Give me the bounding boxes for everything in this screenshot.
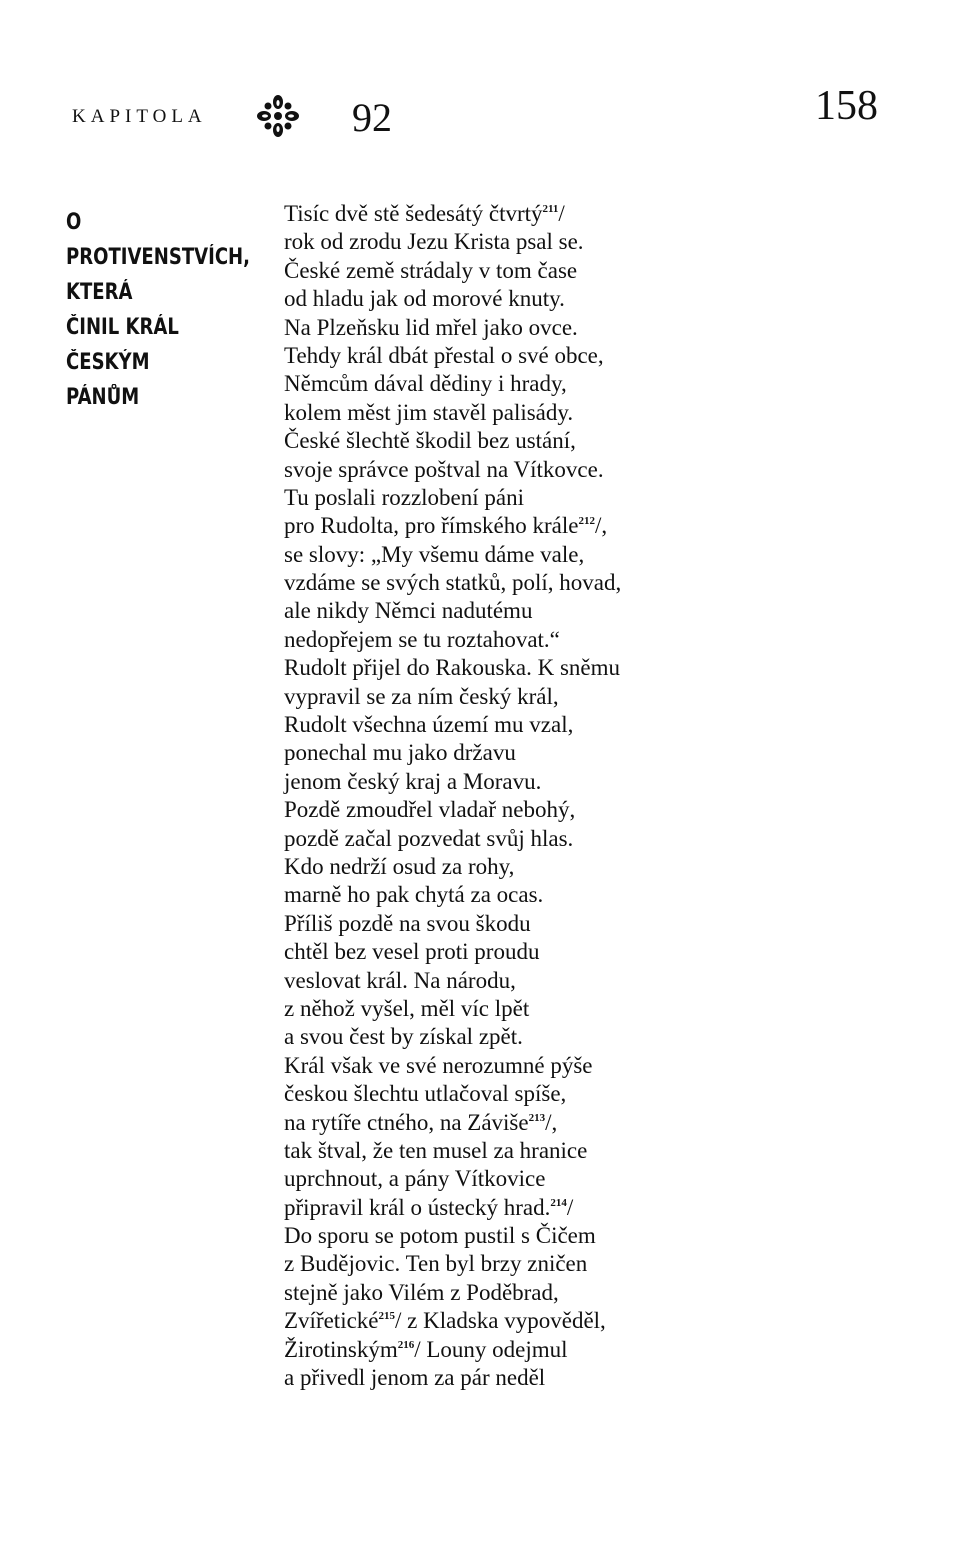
poem-line xyxy=(284,1194,704,1222)
poem-line-text: chtěl bez vesel proti proudu xyxy=(284,939,540,965)
poem-line xyxy=(284,768,704,796)
poem-line-text: stejně jako Vilém z Poděbrad, xyxy=(284,1279,559,1305)
footnote-marker: 216 xyxy=(397,1338,415,1351)
footnote-marker: 212 xyxy=(578,515,595,528)
poem-line xyxy=(284,399,704,427)
poem-line xyxy=(284,853,704,881)
poem-text xyxy=(284,200,704,1392)
poem-line-text: z Budějovic. Ten byl brzy zničen xyxy=(284,1251,588,1277)
poem-line xyxy=(284,200,704,228)
poem-line xyxy=(284,1336,704,1364)
poem-line-text: marně ho pak chytá za ocas. xyxy=(284,882,544,908)
chapter-title xyxy=(66,205,276,415)
poem-line-text: Kdo nedrží osud za rohy, xyxy=(284,853,515,879)
poem-line-text: tak štval, že ten musel za hranice xyxy=(284,1137,588,1163)
poem-line xyxy=(284,597,704,625)
footnote-marker: 211 xyxy=(542,203,559,215)
page-number: 158 xyxy=(815,83,878,129)
poem-line-text: veslovat král. Na národu, xyxy=(284,967,516,993)
chapter-number: 92 xyxy=(352,95,392,140)
chapter-label: KAPITOLA xyxy=(72,106,207,127)
poem-line-text: Zvířetické xyxy=(284,1308,379,1334)
poem-line xyxy=(284,541,704,569)
poem-line-text: vypravil se za ním český král, xyxy=(284,683,559,709)
poem-line xyxy=(284,825,704,853)
footnote-marker: 214 xyxy=(550,1196,567,1209)
poem-line xyxy=(284,995,704,1023)
poem-line-tail: /, xyxy=(594,513,608,539)
poem-line xyxy=(284,1279,704,1307)
poem-line xyxy=(284,938,704,966)
poem-line xyxy=(284,569,704,597)
poem-line-text: Tisíc dvě stě šedesátý čtvrtý xyxy=(284,201,543,226)
title-line: ČINIL KRÁL xyxy=(66,315,179,340)
poem-line-text: ponechal mu jako državu xyxy=(284,740,516,766)
poem-line-text: pozdě začal pozvedat svůj hlas. xyxy=(284,825,574,851)
poem-line xyxy=(284,456,704,484)
poem-line-tail: / Louny odejmul xyxy=(414,1336,568,1362)
poem-line-text: kolem měst jim stavěl palisády. xyxy=(284,399,574,425)
poem-line-text: a přivedl jenom za pár neděl xyxy=(284,1365,546,1391)
poem-line xyxy=(284,512,704,540)
poem-line-tail: / xyxy=(558,201,565,226)
footnote-marker: 213 xyxy=(528,1111,546,1124)
poem-line xyxy=(284,484,704,512)
poem-line-text: České šlechtě škodil bez ustání, xyxy=(284,428,576,454)
poem-line xyxy=(284,626,704,654)
title-line: ČESKÝM xyxy=(66,350,150,375)
poem-line xyxy=(284,1165,704,1193)
poem-line-text: na rytíře ctného, na Záviše xyxy=(284,1109,529,1135)
title-line: PÁNŮM xyxy=(66,385,140,410)
poem-line-text: a svou čest by získal zpět. xyxy=(284,1024,523,1050)
poem-line xyxy=(284,427,704,455)
poem-line-text: se slovy: „My všemu dáme vale, xyxy=(284,541,585,567)
title-line: PROTIVENSTVÍCH, xyxy=(66,245,251,270)
footnote-marker: 215 xyxy=(378,1310,396,1323)
poem-line xyxy=(284,967,704,995)
poem-line-text: Rudolt všechna území mu vzal, xyxy=(284,712,574,738)
poem-line-text: Pozdě zmoudřel vladař nebohý, xyxy=(284,797,576,823)
poem-line-text: svoje správce poštval na Vítkovce. xyxy=(284,456,604,482)
poem-line xyxy=(284,228,704,256)
poem-line xyxy=(284,1080,704,1108)
poem-line xyxy=(284,1250,704,1278)
poem-line xyxy=(284,711,704,739)
poem-line xyxy=(284,796,704,824)
page-header xyxy=(72,83,892,142)
poem-line xyxy=(284,1364,704,1392)
poem-line xyxy=(284,1222,704,1250)
poem-line-tail: / z Kladska vypověděl, xyxy=(395,1308,606,1334)
poem-line xyxy=(284,683,704,711)
poem-line-text: pro Rudolta, pro římského krále xyxy=(284,513,579,539)
poem-line xyxy=(284,314,704,342)
poem-line-text: nedopřejem se tu roztahovat.“ xyxy=(284,626,560,652)
poem-line-text: rok od zrodu Jezu Krista psal se. xyxy=(284,229,584,255)
poem-line xyxy=(284,1137,704,1165)
poem-line-text: z něhož vyšel, měl víc lpět xyxy=(284,995,530,1021)
poem-line xyxy=(284,739,704,767)
poem-line xyxy=(284,1052,704,1080)
floral-ornament-icon xyxy=(256,94,300,138)
poem-line-text: Tu poslali rozzlobení páni xyxy=(284,484,524,510)
poem-line-text: České země strádaly v tom čase xyxy=(284,257,578,283)
poem-line xyxy=(284,1109,704,1137)
poem-line-text: připravil král o ústecký hrad. xyxy=(284,1194,551,1220)
poem-line xyxy=(284,370,704,398)
poem-line-text: Tehdy král dbát přestal o své obce, xyxy=(284,342,604,368)
poem-line-text: Příliš pozdě na svou škodu xyxy=(284,910,531,936)
poem-line-text: vzdáme se svých statků, polí, hovad, xyxy=(284,570,622,596)
poem-line-text: Na Plzeňsku lid mřel jako ovce. xyxy=(284,314,578,340)
poem-line-text: Rudolt přijel do Rakouska. K sněmu xyxy=(284,655,621,681)
poem-line-text: od hladu jak od morové knuty. xyxy=(284,286,565,312)
poem-line xyxy=(284,654,704,682)
poem-line-text: Němcům dával dědiny i hrady, xyxy=(284,371,567,397)
poem-line xyxy=(284,342,704,370)
poem-line-text: uprchnout, a pány Vítkovice xyxy=(284,1166,546,1192)
poem-line-text: Do sporu se potom pustil s Čičem xyxy=(284,1223,596,1249)
title-line: KTERÁ xyxy=(66,280,133,305)
poem-line xyxy=(284,1023,704,1051)
poem-line-text: Žirotinským xyxy=(284,1336,398,1362)
poem-line-tail: / xyxy=(566,1194,574,1220)
poem-line-text: Král však ve své nerozumné pýše xyxy=(284,1052,593,1078)
poem-line-text: ale nikdy Němci nadutému xyxy=(284,598,533,624)
poem-line xyxy=(284,910,704,938)
poem-line-tail: /, xyxy=(545,1109,558,1135)
poem-line xyxy=(284,257,704,285)
poem-line xyxy=(284,881,704,909)
poem-line-text: českou šlechtu utlačoval spíše, xyxy=(284,1081,567,1107)
poem-line-text: jenom český kraj a Moravu. xyxy=(284,768,542,794)
poem-line xyxy=(284,1307,704,1335)
title-line: O xyxy=(66,210,82,235)
poem-line xyxy=(284,285,704,313)
